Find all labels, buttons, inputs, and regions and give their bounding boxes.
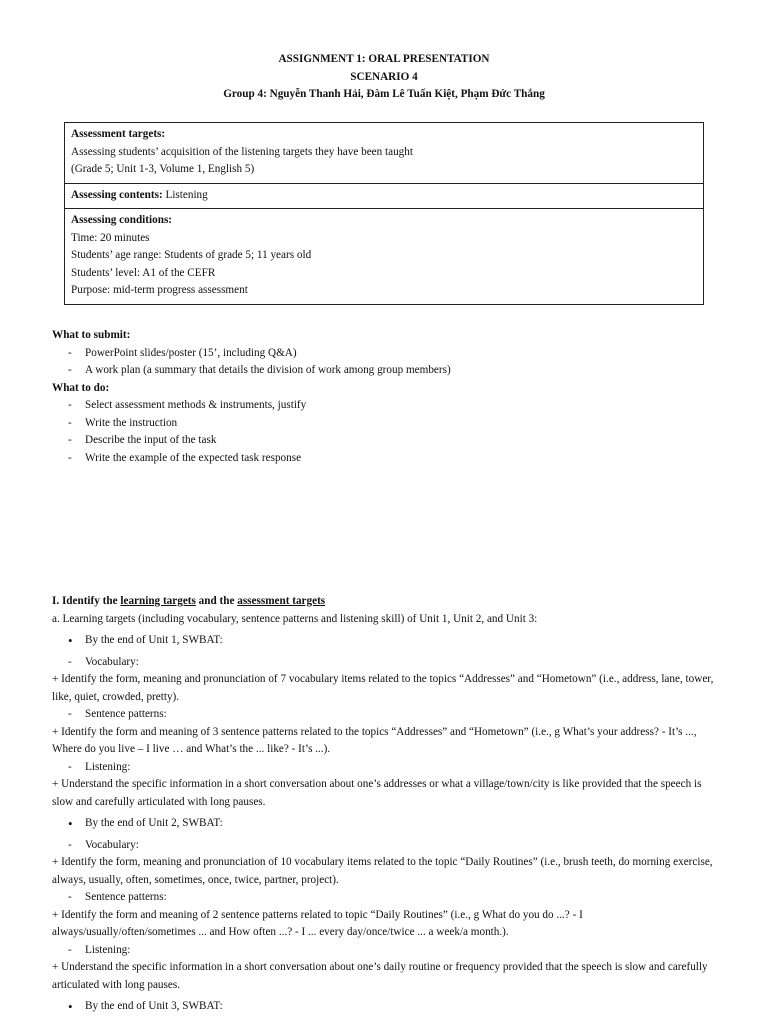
learning-targets-intro: a. Learning targets (including vocabulary, sentence patterns and listening skill) of Unit 1, Unit 2, and Unit 3: bbox=[52, 612, 538, 625]
unit1-listening-text: + Understand the specific information in a short conversation about one’s addresses or what a village/town/city is like provided that the speech is slow and carefully articulated with long pauses. bbox=[52, 778, 702, 808]
assignment-title: ASSIGNMENT 1: ORAL PRESENTATION bbox=[278, 53, 490, 65]
condition-line: Time: 20 minutes bbox=[71, 231, 150, 244]
what-to-submit-label: What to submit: bbox=[52, 329, 131, 341]
section-learning-targets bbox=[52, 593, 722, 1020]
scenario-title: SCENARIO 4 bbox=[350, 70, 418, 83]
list-item: - Select assessment methods & instruments, justify bbox=[52, 397, 722, 415]
assessment-targets-line: (Grade 5; Unit 1-3, Volume 1, English 5) bbox=[71, 163, 255, 175]
list-item: - PowerPoint slides/poster (15’, including Q&A) bbox=[52, 345, 722, 363]
assessment-table bbox=[64, 122, 704, 305]
condition-line: Students’ age range: Students of grade 5; 11 years old bbox=[71, 249, 312, 261]
assessment-targets-line: Assessing students’ acquisition of the listening targets they have been taught bbox=[71, 145, 413, 158]
submission-section bbox=[52, 327, 722, 467]
assessment-targets-label: Assessment targets: bbox=[71, 128, 166, 140]
unit1-vocab-text: + Identify the form, meaning and pronunciation of 7 vocabulary items related to the topics “Addresses” and “Hometown” (i.e., address, lane, tower, like, quiet, crowded, pretty). bbox=[52, 673, 714, 703]
condition-line: Purpose: mid-term progress assessment bbox=[71, 284, 248, 296]
unit2-vocab-text: + Identify the form, meaning and pronunciation of 10 vocabulary items related to the topic “Daily Routines” (i.e., brush teeth, do morning exercise, always, usually, often, sometimes, once, twice, partner, project). bbox=[52, 856, 713, 886]
unit1-sentence-text: + Identify the form and meaning of 3 sentence patterns related to the topics “Addresses” and “Hometown” (i.e., g What’s your address? - It’s ..., Where do you live – I live … and What’s the ... like? - It’s ...). bbox=[52, 725, 697, 755]
assessing-conditions-label: Assessing conditions: bbox=[71, 214, 173, 226]
heading-assessment-targets: assessment targets bbox=[237, 595, 326, 607]
heading-text: I. Identify the bbox=[52, 595, 121, 607]
list-item: - A work plan (a summary that details the division of work among group members) bbox=[52, 362, 722, 380]
section-heading bbox=[52, 593, 722, 611]
unit2-bullet: • By the end of Unit 2, SWBAT: bbox=[52, 815, 722, 833]
unit1-sentence-label: - Sentence patterns: bbox=[52, 706, 722, 724]
unit2-sentence-label: - Sentence patterns: bbox=[52, 889, 722, 907]
unit2-listening-text: + Understand the specific information in a short conversation about one’s daily routine or frequency provided that the speech is slow and carefully articulated with long pauses. bbox=[52, 961, 708, 991]
list-item: - Write the instruction bbox=[52, 415, 722, 433]
assessing-contents-cell bbox=[65, 184, 703, 210]
list-item: - Describe the input of the task bbox=[52, 432, 722, 450]
unit2-vocab-label: - Vocabulary: bbox=[52, 837, 722, 855]
heading-learning-targets: learning targets bbox=[120, 595, 196, 607]
unit1-vocab-label: - Vocabulary: bbox=[52, 654, 722, 672]
assessing-contents-value: Listening bbox=[162, 188, 208, 201]
group-members: Group 4: Nguyễn Thanh Hải, Đàm Lê Tuấn Kiệt, Phạm Đức Thắng bbox=[223, 88, 545, 100]
heading-text: and the bbox=[195, 595, 238, 607]
unit2-sentence-text: + Identify the form and meaning of 2 sentence patterns related to topic “Daily Routines” (i.e., g What do you do ...? - I always/usually/often/sometimes ... and How often ...? - I ... every day/once/twice ... a week/a month.). bbox=[52, 908, 583, 938]
unit3-bullet: • By the end of Unit 3, SWBAT: bbox=[52, 998, 722, 1016]
assessing-conditions-cell bbox=[65, 209, 703, 304]
unit2-listening-label: - Listening: bbox=[52, 942, 722, 960]
condition-line: Students’ level: A1 of the CEFR bbox=[71, 266, 216, 279]
assessing-contents-label: Assessing contents: bbox=[71, 188, 163, 201]
document-header bbox=[0, 51, 768, 104]
unit1-bullet: • By the end of Unit 1, SWBAT: bbox=[52, 632, 722, 650]
assessment-targets-cell bbox=[65, 123, 703, 184]
what-to-do-label: What to do: bbox=[52, 381, 110, 394]
unit1-listening-label: - Listening: bbox=[52, 759, 722, 777]
list-item: - Write the example of the expected task response bbox=[52, 450, 722, 468]
